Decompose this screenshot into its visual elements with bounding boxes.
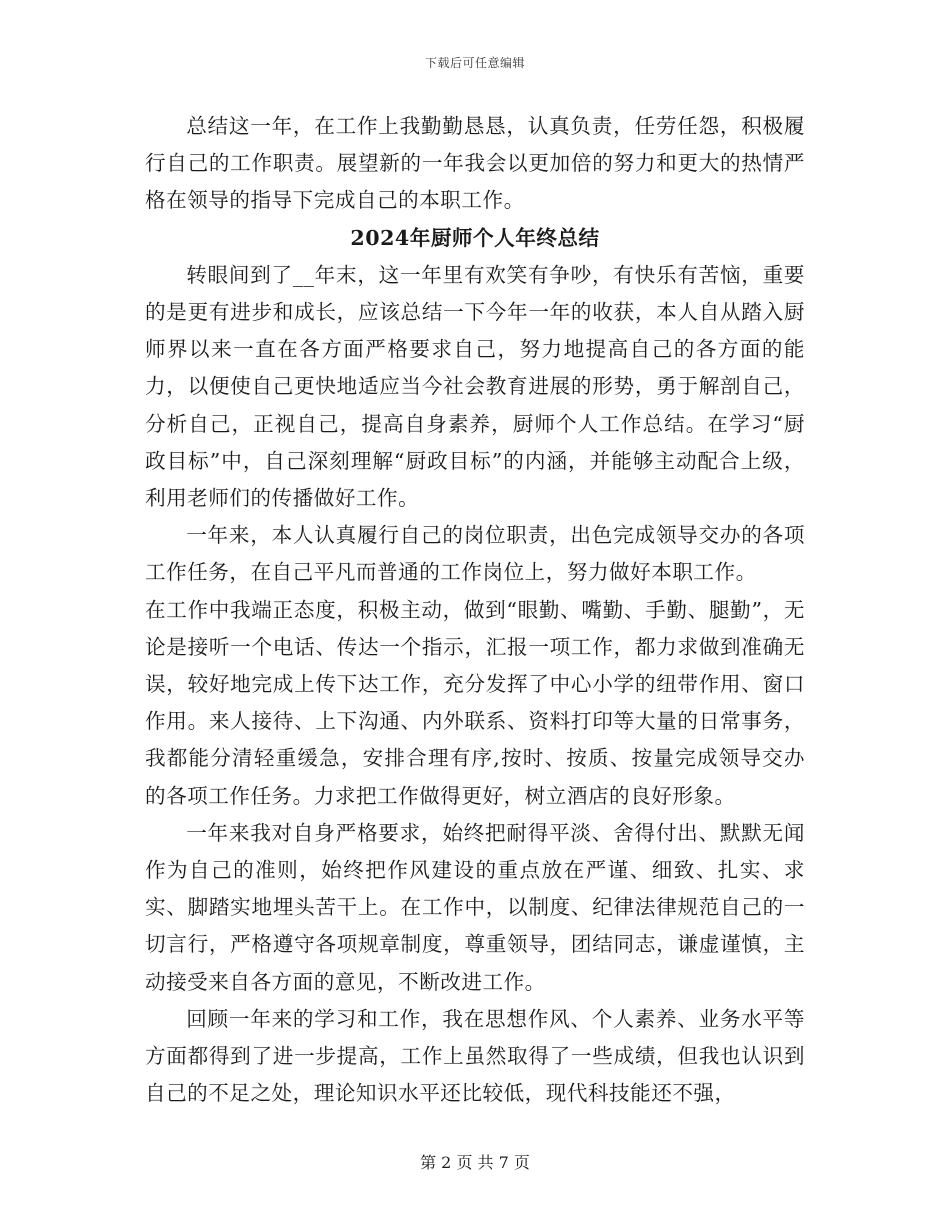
page-header-note: 下载后可任意编辑 (424, 56, 525, 70)
page-number: 第 2 页 共 7 页 (420, 1153, 530, 1172)
body-paragraph-4: 一年来我对自身严格要求，始终把耐得平淡、舍得付出、默默无闻作为自己的准则，始终把作风建设的重点放在严谨、细致、扎实、求实、脚踏实地埋头苦干上。在工作中，以制度、纪律法律规范自己的一切言行，严格遵守各项规章制度，尊重领导，团结同志，谦虚谨慎，主动接受来自各方面的意见，不断改进工作。 (145, 820, 805, 994)
body-paragraph-2: 一年来，本人认真履行自己的岗位职责，出色完成领导交办的各项工作任务，在自己平凡而普通的工作岗位上，努力做好本职工作。 (145, 523, 805, 585)
body-paragraph-3: 在工作中我端正态度，积极主动，做到“眼勤、嘴勤、手勤、腿勤”，无论是接听一个电话、传达一个指示，汇报一项工作，都力求做到准确无误，较好地完成上传下达工作，充分发挥了中心小学的纽带作用、窗口作用。来人接待、上下沟通、内外联系、资料打印等大量的日常事务，我都能分清轻重缓急，安排合理有序,按时、按质、按量完成领导交办的各项工作任务。力求把工作做得更好，树立酒店的良好形象。 (145, 597, 805, 808)
document-body (145, 108, 805, 1112)
body-paragraph-1: 转眼间到了__年末，这一年里有欢笑有争吵，有快乐有苦恼，重要的是更有进步和成长，应该总结一下今年一年的收获，本人自从踏入厨师界以来一直在各方面严格要求自己，努力地提高自己的各方面的能力，以便使自己更快地适应当今社会教育进展的形势，勇于解剖自己，分析自己，正视自己，提高自身素养，厨师个人工作总结。在学习“厨政目标”中，自己深刻理解“厨政目标”的内涵，并能够主动配合上级，利用老师们的传播做好工作。 (145, 262, 805, 511)
intro-paragraph: 总结这一年，在工作上我勤勤恳恳，认真负责，任劳任怨，积极履行自己的工作职责。展望新的一年我会以更加倍的努力和更大的热情严格在领导的指导下完成自己的本职工作。 (145, 114, 805, 213)
body-paragraph-5: 回顾一年来的学习和工作，我在思想作风、个人素养、业务水平等方面都得到了进一步提高，工作上虽然取得了一些成绩，但我也认识到自己的不足之处，理论知识水平还比较低，现代科技能还不强， (145, 1006, 805, 1106)
section-title: 2024年厨师个人年终总结 (350, 225, 600, 250)
